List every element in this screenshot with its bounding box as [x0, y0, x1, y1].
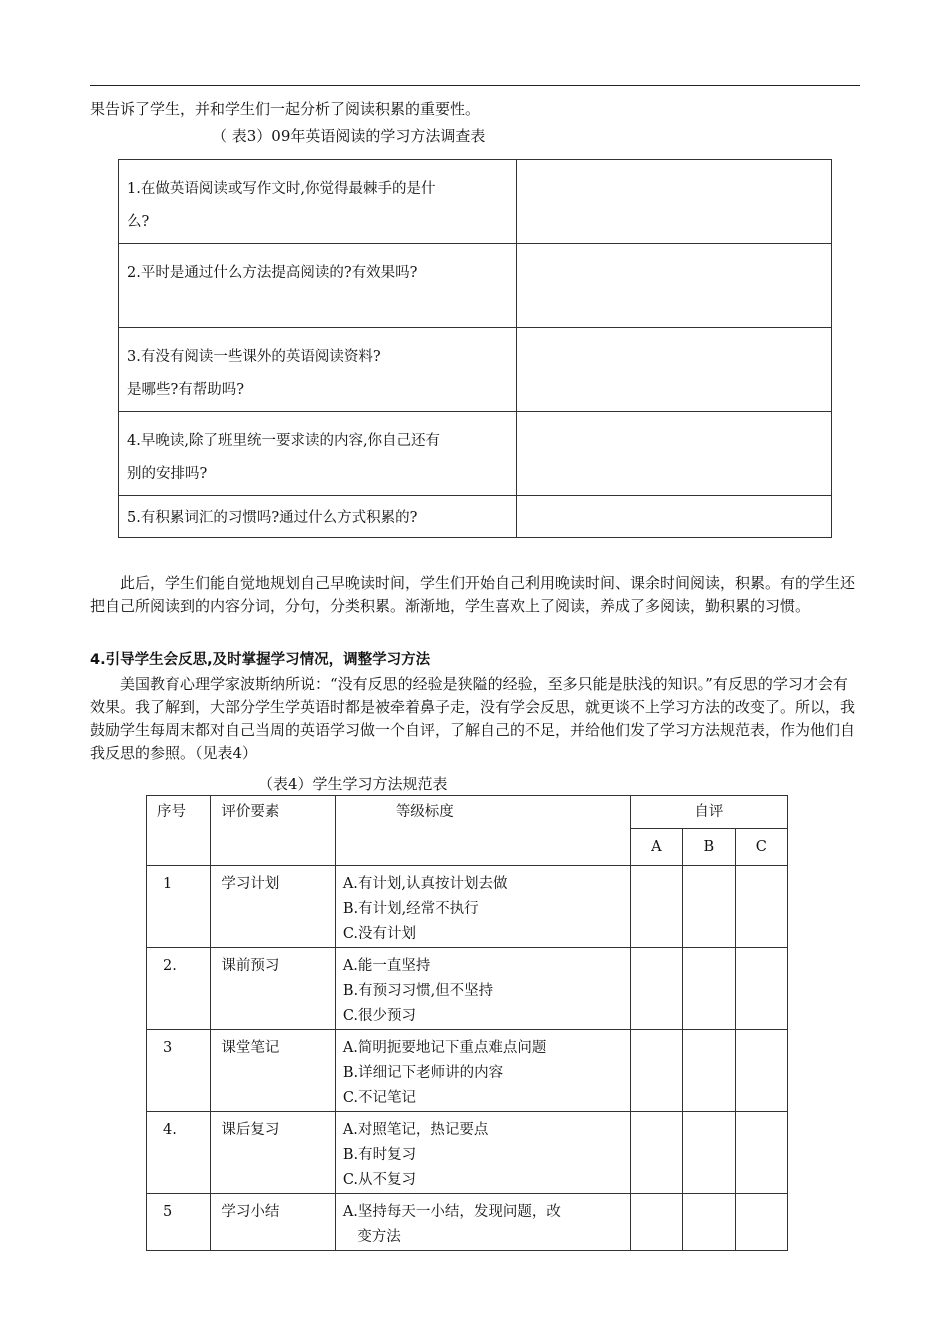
self-eval-b-cell: [683, 1112, 735, 1194]
row-levels: A.有计划,认真按计划去做 B.有计划,经常不执行 C.没有计划: [335, 866, 630, 948]
method-standard-table: [146, 795, 788, 1251]
col-header-standard: 等级标度: [335, 796, 630, 866]
header-rule: [90, 85, 860, 86]
table-row: [147, 1112, 788, 1194]
row-levels: A.坚持每天一小结，发现问题，改 变方法: [335, 1194, 630, 1251]
table-row: [147, 1030, 788, 1112]
col-header-no: 序号: [147, 796, 211, 866]
row-levels: A.对照笔记，热记要点 B.有时复习 C.从不复习: [335, 1112, 630, 1194]
survey-question: 5.有积累词汇的习惯吗?通过什么方式积累的?: [119, 496, 517, 538]
row-element: 课前预习: [211, 948, 335, 1030]
row-element: 课堂笔记: [211, 1030, 335, 1112]
self-eval-b-cell: [683, 1194, 735, 1251]
table3-caption: （ 表3）09年英语阅读的学习方法调查表: [212, 127, 486, 145]
col-header-b: B: [683, 829, 735, 866]
self-eval-a-cell: [630, 1194, 682, 1251]
col-header-element: 评价要素: [211, 796, 335, 866]
survey-answer-cell: [517, 244, 832, 328]
table-row: [147, 866, 788, 948]
row-no: 2.: [147, 948, 211, 1030]
row-no: 1: [147, 866, 211, 948]
self-eval-a-cell: [630, 1030, 682, 1112]
self-eval-a-cell: [630, 1112, 682, 1194]
col-header-c: C: [735, 829, 788, 866]
self-eval-c-cell: [735, 948, 788, 1030]
table-row: [147, 948, 788, 1030]
survey-table: [118, 159, 832, 538]
survey-answer-cell: [517, 496, 832, 538]
table-row: [147, 1194, 788, 1251]
self-eval-b-cell: [683, 948, 735, 1030]
self-eval-a-cell: [630, 866, 682, 948]
survey-answer-cell: [517, 160, 832, 244]
row-element: 课后复习: [211, 1112, 335, 1194]
survey-question: 1.在做英语阅读或写作文时,你觉得最棘手的是什 么?: [119, 160, 517, 244]
row-element: 学习小结: [211, 1194, 335, 1251]
survey-answer-cell: [517, 412, 832, 496]
survey-question: 2.平时是通过什么方法提高阅读的?有效果吗?: [119, 244, 517, 328]
table4-caption: （表4）学生学习方法规范表: [258, 775, 448, 793]
continued-text: 果告诉了学生，并和学生们一起分析了阅读积累的重要性。: [90, 100, 481, 118]
survey-question: 4.早晚读,除了班里统一要求读的内容,你自己还有 别的安排吗?: [119, 412, 517, 496]
self-eval-c-cell: [735, 866, 788, 948]
row-element: 学习计划: [211, 866, 335, 948]
row-levels: A.能一直坚持 B.有预习习惯,但不坚持 C.很少预习: [335, 948, 630, 1030]
row-no: 5: [147, 1194, 211, 1251]
self-eval-c-cell: [735, 1030, 788, 1112]
paragraph-reflection: 美国教育心理学家波斯纳所说：“没有反思的经验是狭隘的经验，至多只能是肤浅的知识。”有反思的学习才会有效果。我了解到，大部分学生学英语时都是被牵着鼻子走，没有学会反思，就更谈不上学习方法的改变了。所以，我鼓励学生每周末都对自己当周的英语学习做一个自评，了解自己的不足，并给他们发了学习方法规范表，作为他们自我反思的参照。（见表4）: [90, 675, 856, 762]
section-heading-4: 4.引导学生会反思,及时掌握学习情况，调整学习方法: [90, 652, 431, 668]
row-levels: A.简明扼要地记下重点难点问题 B.详细记下老师讲的内容 C.不记笔记: [335, 1030, 630, 1112]
self-eval-a-cell: [630, 948, 682, 1030]
self-eval-b-cell: [683, 1030, 735, 1112]
row-no: 4.: [147, 1112, 211, 1194]
survey-answer-cell: [517, 328, 832, 412]
self-eval-b-cell: [683, 866, 735, 948]
col-header-a: A: [630, 829, 682, 866]
paragraph-after-survey: 此后，学生们能自觉地规划自己早晚读时间，学生们开始自己利用晚读时间、课余时间阅读，积累。有的学生还把自己所阅读到的内容分词，分句，分类积累。渐渐地，学生喜欢上了阅读，养成了多阅读，勤积累的习惯。: [90, 574, 856, 615]
self-eval-c-cell: [735, 1112, 788, 1194]
survey-question: 3.有没有阅读一些课外的英语阅读资料? 是哪些?有帮助吗?: [119, 328, 517, 412]
col-header-self-eval: 自评: [630, 796, 787, 829]
self-eval-c-cell: [735, 1194, 788, 1251]
row-no: 3: [147, 1030, 211, 1112]
